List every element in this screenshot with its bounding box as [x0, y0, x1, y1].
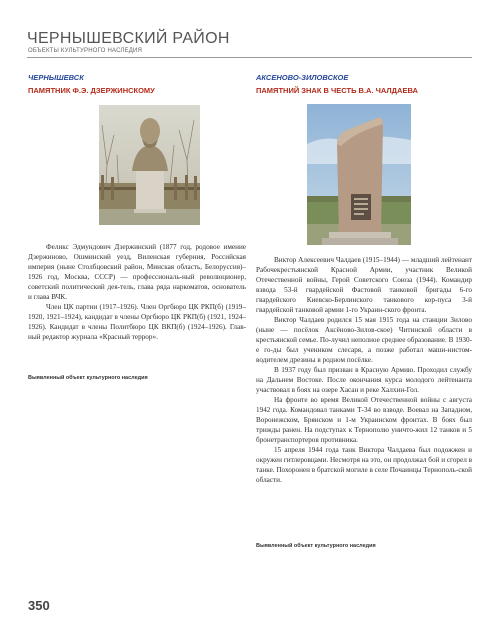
left-paragraph: Феликс Эдмундович Дзержинский (1877 год, родовое имение Дзержиново, Ошминский уезд, Виленская губерния, Российская империя (ныне Столбцовский район, Минская область, Белорусcия)–1926 год, Москва, СССР) — профессиональ-ный революционер, советский политический дея-тель, глава ряда наркоматов, основатель и глава ВЧК.: [28, 243, 246, 301]
right-paragraph: В 1937 году был призван в Красную Армию. Проходил службу на Дальнем Востоке. После окончания курса молодого лейтенанта участвовал в боях на озере Хасан и реке Халхин-Гол.: [256, 366, 472, 394]
left-body-text: [28, 242, 246, 342]
right-paragraph: На фронте во время Великой Отечественной войны с августа 1942 года. Командовал танками Т-34 во взводе. Воевал на Западном, Воронежском, Брянском и 1-м Украинском фронтах. В боях был трижды ранен. На подступах к Тернополю уничто-жил 12 танков и 5 бронетранспортеров противника.: [256, 396, 472, 444]
left-heritage-footnote: Выявленный объект культурного наследия: [28, 375, 148, 381]
page-header-subtitle: ОБЪЕКТЫ КУЛЬТУРНОГО НАСЛЕДИЯ: [28, 48, 143, 54]
right-monument-heading: ПАМЯТНИЙ ЗНАК В ЧЕСТЬ В.А. ЧАЛДАЕВА: [256, 86, 418, 95]
chaldaev-memorial-photo: [307, 104, 411, 245]
right-location-heading: АКСЕНОВО-ЗИЛОВСКОЕ: [256, 73, 349, 82]
left-monument-heading: ПАМЯТНИК Ф.Э. ДЗЕРЖИНСКОМУ: [28, 86, 155, 95]
right-paragraph: Виктор Алексеевич Чалдаев (1915–1944) — младший лейтенант Рабочекрестьянской Красной Армии, участник Великой Отечественной войны, Герой Советского Союза (1944). Командир взвода 53-й гвардейской Фастовой танковой бригады 6-го гвардейского Киевско-Берлинского танкового кор-пуса 3-й гвардейской танковой армии 1-го Украин-ского фронта.: [256, 256, 472, 314]
right-paragraph: 15 апреля 1944 года танк Виктора Чалдаева был подожжен и окружен гитлеровцами. Несмотря на это, он продолжал бой и сгорел в танке. Похоронен в братской могиле в селе Почаинцы Тернополь-ской области.: [256, 446, 472, 484]
chaldaev-memorial-image: [307, 104, 411, 245]
header-divider: [27, 57, 472, 58]
left-paragraph: Член ЦК партии (1917–1926). Член Оргбюро ЦК РКП(б) (1919–1920, 1921–1924), кандидат в члены Оргбюро ЦК РКП(б) (1921, 1924–1926). Кандидат в члены Политбюро ЦК ВКП(б) (1924–1926). Глав-ный редактор журнала «Красный террор».: [28, 303, 246, 341]
page-number: 350: [28, 598, 50, 613]
dzerzhinsky-monument-image: [99, 105, 200, 225]
dzerzhinsky-monument-photo: [99, 105, 200, 225]
right-body-text: [256, 255, 472, 485]
left-location-heading: ЧЕРНЫШЕВСК: [28, 73, 84, 82]
page-header-title: ЧЕРНЫШЕВСКИЙ РАЙОН: [27, 30, 230, 47]
right-paragraph: Виктор Чалдаев родился 15 мая 1915 года на станции Зилово (ныне — посёлок Аксёново-Зилов-ское) Читинской области в крестьянской семье. По-лучил неполное среднее образование. В 1930-е го-ды был учеником слесаря, а позже работал маши-нистом-водителем дрезины в родном посёлке.: [256, 316, 472, 364]
right-heritage-footnote: Выявленный объект культурного наследия: [256, 543, 376, 549]
